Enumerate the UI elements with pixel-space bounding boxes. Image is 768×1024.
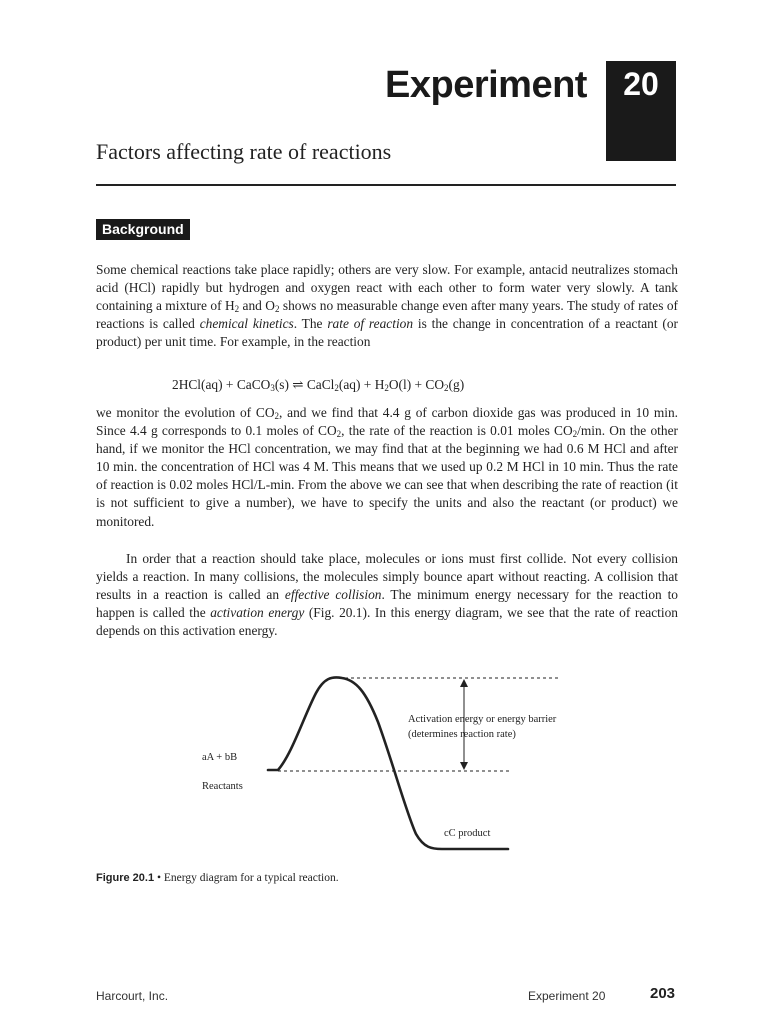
energy-diagram [180,668,557,868]
eq-text: (g) [448,377,465,392]
p1-text: . The [293,316,328,332]
p3-text: In order that a reaction should take place, molecules or ions must first collide. Not every collision yields a reaction. In many collisions, the molecules simply bounce apart without reacting. A collision that results in a reaction is called an [96,551,678,603]
p2-text: /min. On the other hand, if we monitor the HCl concentration, we may find that at the beginning we had 0.6 M HCl and after 10 min. the concentration of HCl was 4 M. This means that we used up 0.2 M HCl in 10 min. Thus the rate of reaction is 0.02 moles HCl/L-min. From the above we can see that when describing the rate of reaction (it is not sufficient to give a number), we have to specify the units and also the reactant (or product) we monitored. [96,423,678,529]
eq-text: O(l) + CO [388,377,445,392]
reactant-formula: aA + bB [202,752,238,763]
footer-running-head: Experiment 20 [528,989,606,1003]
header-divider [96,184,676,186]
p1-text: and O [239,298,275,314]
figure-caption-text: • Energy diagram for a typical reaction. [154,872,339,884]
p2-text: , and we find that 4.4 g of carbon dioxide gas was produced in 10 min. Since 4.4 g corresponds to 0.1 moles of CO [96,405,679,439]
eq-sub: 3 [270,383,275,393]
term-effective-collision: effective collision [284,587,382,603]
p2-sub: 2 [336,429,342,440]
experiment-number: 20 [623,66,659,102]
eq-sub: 2 [334,383,339,393]
eq-text: 2HCl(aq) + CaCO [172,377,271,392]
term-chemical-kinetics: chemical kinetics [199,316,294,332]
experiment-title: Experiment [385,64,587,106]
term-activation-energy: activation energy [210,605,305,621]
arrow-head-down [460,762,468,770]
figure-caption [96,872,339,884]
arrow-head-up [460,679,468,687]
p1-text: Some chemical reactions take place rapidly; others are very slow. For example, antacid neutralizes stomach acid (HCl) rapidly but hydrogen and oxygen react with each other to form water very slowly. A tank containing a mixture of H [96,262,678,314]
eq-sub: 2 [444,383,449,393]
term-rate-of-reaction: rate of reaction [327,316,414,332]
eq-text: (aq) + H [338,377,385,392]
section-heading-background: Background [96,219,190,240]
p1-sub: 2 [274,304,280,315]
paragraph-3 [96,550,678,640]
p3-text: . The minimum energy necessary for the reaction to happen is called the [96,587,678,621]
chemical-equation [172,377,464,393]
eq-sub: 2 [384,383,389,393]
activation-label-line2: (determines reaction rate) [408,729,516,740]
footer-publisher: Harcourt, Inc. [96,989,169,1003]
reactants-label: Reactants [202,781,243,792]
p1-sub: 2 [234,304,240,315]
p1-text: is the change in concentration of a reactant (or product) per unit time. For example, in the reaction [96,316,678,350]
p3-text: (Fig. 20.1). In this energy diagram, we see that the rate of reaction depends on this activation energy. [96,605,678,639]
figure-caption-label: Figure 20.1 [96,872,155,884]
page-number: 203 [650,985,676,1002]
activation-label-line1: Activation energy or energy barrier [408,714,557,725]
p2-sub: 2 [572,429,578,440]
eq-text: (s) ⇌ CaCl [274,377,335,392]
p2-text: , the rate of the reaction is 0.01 moles CO [341,423,573,439]
p1-text: shows no measurable change even after many years. The study of rates of reactions is called [96,298,678,332]
paragraph-2 [96,404,678,531]
p2-sub: 2 [274,411,280,421]
product-label: cC product [444,828,491,839]
experiment-number-box [606,61,676,161]
page-subtitle: Factors affecting rate of reactions [96,139,392,164]
p2-text: we monitor the evolution of CO [96,405,275,420]
paragraph-1 [96,261,678,351]
energy-curve [268,677,508,849]
